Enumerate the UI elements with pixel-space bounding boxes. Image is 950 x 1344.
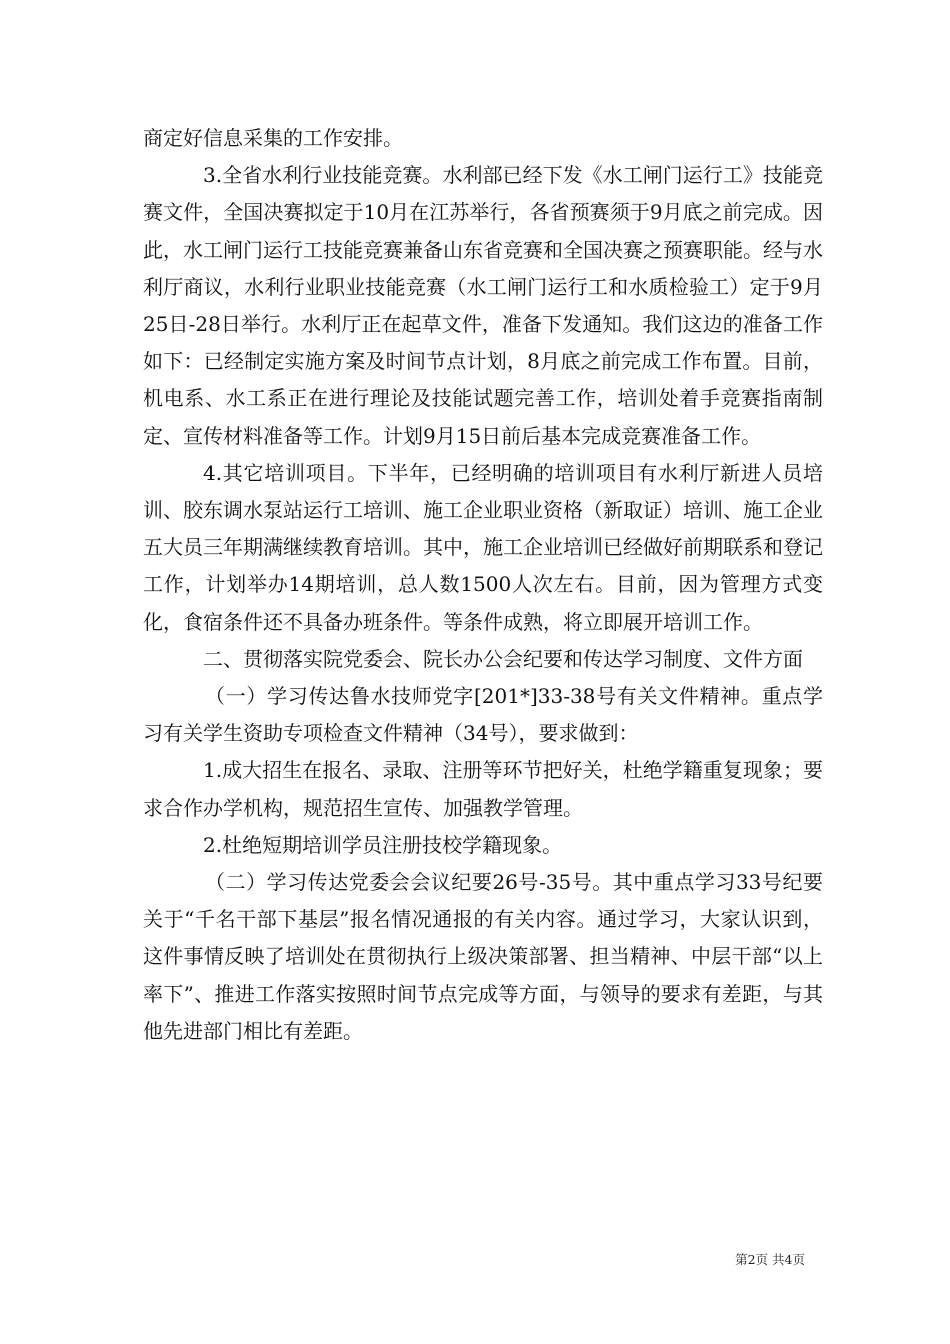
- paragraph-skills-competition: 3.全省水利行业技能竞赛。水利部已经下发《水工闸门运行工》技能竞赛文件，全国决赛拟定于10月在江苏举行，各省预赛须于9月底之前完成。因此，水工闸门运行工技能竞赛兼备山东省竞赛和全国决赛之预赛职能。经与水利厅商议，水利行业职业技能竞赛（水工闸门运行工和水质检验工）定于9月25日-28日举行。水利厅正在起草文件，准备下发通知。我们这边的准备工作如下：已经制定实施方案及时间节点计划，8月底之前完成工作布置。目前，机电系、水工系正在进行理论及技能试题完善工作，培训处着手竞赛指南制定、宣传材料准备等工作。计划9月15日前后基本完成竞赛准备工作。: [143, 163, 823, 448]
- paragraph-item-2: 2.杜绝短期培训学员注册技校学籍现象。: [203, 832, 563, 857]
- page-number: 第2页 共4页: [735, 1252, 805, 1267]
- paragraph-other-training: 4.其它培训项目。下半年，已经明确的培训项目有水利厅新进人员培训、胶东调水泵站运行工培训、施工企业职业资格（新取证）培训、施工企业五大员三年期满继续教育培训。其中，施工企业培训已经做好前期联系和登记工作，计划举办14期培训，总人数1500人次左右。目前，因为管理方式变化，食宿条件还不具备办班条件。等条件成熟，将立即展开培训工作。: [143, 460, 823, 634]
- paragraph-continuation: 商定好信息采集的工作安排。: [143, 126, 403, 150]
- paragraph-item-1: 1.成大招生在报名、录取、注册等环节把好关，杜绝学籍重复现象；要求合作办学机构，规范招生宣传、加强教学管理。: [143, 758, 823, 820]
- section-heading-2: 二、贯彻落实院党委会、院长办公会纪要和传达学习制度、文件方面: [203, 646, 803, 671]
- document-body: [143, 120, 823, 1050]
- paragraph-subsection-1: （一）学习传达鲁水技师党字[201*]33-38号有关文件精神。重点学习有关学生资助专项检查文件精神（34号），要求做到：: [143, 684, 823, 746]
- paragraph-subsection-2: （二）学习传达党委会会议纪要26号-35号。其中重点学习33号纪要关于“千名干部下基层”报名情况通报的有关内容。通过学习，大家认识到，这件事情反映了培训处在贯彻执行上级决策部署、担当精神、中层干部“以上率下”、推进工作落实按照时间节点完成等方面，与领导的要求有差距，与其他先进部门相比有差距。: [143, 870, 823, 1043]
